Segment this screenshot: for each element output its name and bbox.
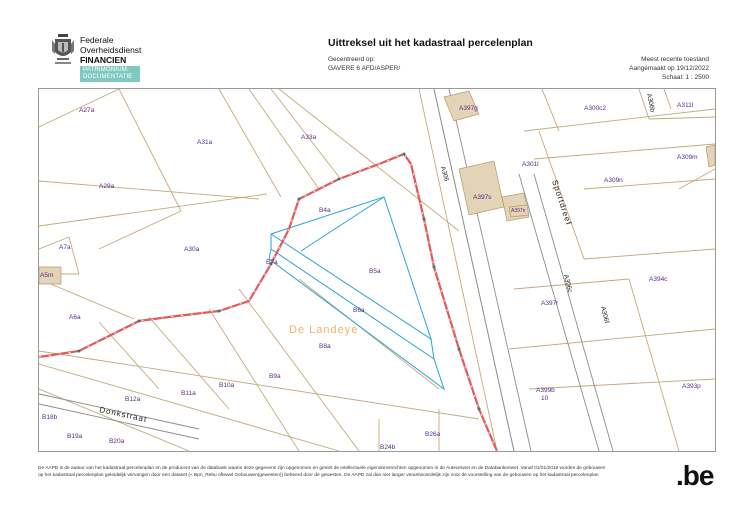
parcel-label: A31a bbox=[197, 139, 213, 146]
parcel-label: A300c2 bbox=[584, 105, 607, 112]
parcel-label: A7a bbox=[59, 244, 71, 251]
creation-date: Aangemaakt op 19/12/2022 bbox=[629, 65, 709, 72]
cadastral-map[interactable] bbox=[38, 88, 716, 452]
parcel-label: B7a bbox=[266, 259, 278, 266]
street-label-a306c: A306c bbox=[562, 273, 574, 294]
parcel-label: A301l bbox=[522, 161, 539, 168]
parcel-label: B5a bbox=[369, 268, 381, 275]
parcel-label: A6a bbox=[69, 314, 81, 321]
be-logo: .be bbox=[676, 460, 714, 491]
badge-line-1: PATRIMONIUM- bbox=[83, 67, 130, 73]
parcel-label: A33a bbox=[301, 134, 317, 141]
badge-line-2: DOCUMENTATIE bbox=[83, 74, 133, 80]
parcel-label: 10 bbox=[541, 395, 549, 402]
org-line-1: Federale bbox=[80, 35, 114, 45]
map-meta bbox=[549, 55, 709, 82]
parcel-label: A311l bbox=[677, 102, 694, 109]
org-line-3: FINANCIEN bbox=[80, 55, 127, 65]
parcel-label: A397r bbox=[541, 300, 559, 307]
parcel-label: A29a bbox=[99, 183, 115, 190]
parcel-label: B20a bbox=[109, 438, 125, 445]
parcel-label: A397n bbox=[511, 208, 526, 214]
page-title: Uittreksel uit het kadastraal percelenplan bbox=[328, 37, 533, 49]
street-label-sportdreef: Sportdreef bbox=[550, 178, 574, 227]
map-scale: Schaal: 1 : 2500 bbox=[662, 74, 709, 81]
parcel-label: B4a bbox=[319, 207, 331, 214]
parcel-label: A393p bbox=[682, 383, 701, 390]
centered-value: GAVERE 6 AFD/ASPER/ bbox=[328, 65, 401, 72]
recency-status: Meest recente toestand bbox=[641, 56, 709, 63]
disclaimer-line-2: op het kadastraal percelenplan geleidelijk vervangen door een dataset (« Bpn_Rebu oftewel Gebouwen(gewesten)) beheerd door de gewesten. De AAPD zal dan niet langer verantwoordelijk zijn voor de voorstelling van de gebouwen op het kadastraal percelenplan bbox=[38, 473, 599, 478]
parcel-labels bbox=[40, 102, 701, 451]
street-label-a306f: A306f bbox=[599, 305, 610, 324]
map-canvas[interactable] bbox=[39, 89, 715, 451]
parcel-label: B18b bbox=[42, 414, 58, 421]
parcel-label: B8a bbox=[319, 343, 331, 350]
parcel-label: B11a bbox=[181, 390, 196, 397]
disclaimer bbox=[38, 465, 658, 479]
parcel-label: B9a bbox=[269, 373, 281, 380]
street-label-a306: A306 bbox=[439, 165, 450, 183]
parcel-label: B19a bbox=[67, 433, 83, 440]
parcel-label: B26a bbox=[425, 431, 441, 438]
org-line-2: Overheidsdienst bbox=[80, 45, 142, 55]
area-name: De Landeye bbox=[289, 324, 359, 336]
parcel-label: A397g bbox=[459, 105, 478, 112]
parcel-label: B12a bbox=[125, 396, 141, 403]
parcel-label: A5m bbox=[40, 272, 54, 279]
parcel-label: A394c bbox=[649, 276, 668, 283]
buildings bbox=[39, 91, 715, 284]
parcel-label: B6a bbox=[353, 307, 365, 314]
street-label-a306b: A306b bbox=[645, 92, 656, 113]
parcel-label: A309m bbox=[677, 154, 698, 161]
street-labels bbox=[99, 93, 656, 424]
org-name bbox=[80, 35, 141, 65]
parcel-label: B10a bbox=[219, 382, 235, 389]
parcel-label: A397s bbox=[473, 194, 492, 201]
centered-label: Gecentreerd op: bbox=[328, 56, 375, 63]
department-badge bbox=[80, 66, 140, 82]
parcel-label: A399b bbox=[536, 387, 555, 394]
parcel-label: B24b bbox=[380, 444, 396, 451]
parcel-label: A30a bbox=[184, 246, 200, 253]
highlighted-parcels bbox=[269, 197, 444, 389]
federal-crest-icon bbox=[52, 34, 74, 72]
street-label-donkstraat: Donkstraat bbox=[98, 405, 149, 425]
centered-info bbox=[328, 55, 400, 73]
parcel-label: A27a bbox=[79, 107, 95, 114]
parcel-label: A309n bbox=[604, 177, 623, 184]
disclaimer-line-1: De AAPD is de auteur van het kadastraal percelenplan en de producent van de databank waarin deze gegevens zijn opgenomen en geniet de intellectuele eigendomsrechten opgenomen in de Auteurswet en de Databankenwet. Vanaf 01/01/2018 worden de gebouwen bbox=[38, 466, 606, 471]
